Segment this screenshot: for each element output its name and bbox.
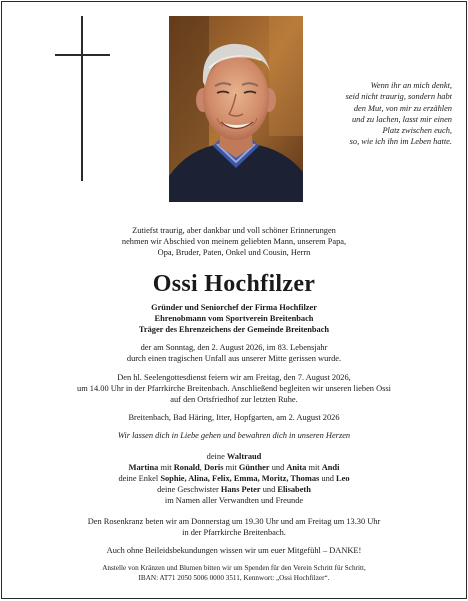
poem-line: den Mut, von mir zu erzählen xyxy=(353,103,452,113)
death-line: der am Sonntag, den 2. August 2026, im 83. Lebensjahr xyxy=(140,343,328,353)
rosary-line: Den Rosenkranz beten wir am Donnerstag um 19.30 Uhr und am Freitag um 13.30 Uhr xyxy=(87,516,381,526)
rosary-line: in der Pfarrkirche Breitenbach. xyxy=(182,527,286,537)
title-line: Träger des Ehrenzeichens der Gemeinde Breitenbach xyxy=(138,325,330,335)
family-relatives: im Namen aller Verwandten und Freunde xyxy=(164,496,304,506)
family-children: Martina mit Ronald, Doris mit Günther und Anita mit Andi xyxy=(128,462,340,472)
poem-line: Wenn ihr an mich denkt, xyxy=(370,81,452,90)
death-line: durch einen tragischen Unfall aus unserer Mitte gerissen wurde. xyxy=(126,354,342,364)
poem-line: so, wie ich ihn im Leben hatte. xyxy=(349,137,452,147)
funeral-line: um 14.00 Uhr in der Pfarrkirche Breitenbach. Anschließend begleiten wir unseren lieben Ossi xyxy=(77,383,391,393)
intro-line: nehmen wir Abschied von meinem geliebten Mann, unserem Papa, xyxy=(121,237,347,247)
memorial-poem xyxy=(302,80,452,148)
motto: Wir lassen dich in Liebe gehen und bewahren dich in unseren Herzen xyxy=(117,431,351,441)
condolence-note: Auch ohne Beileidsbekundungen wissen wir um euer Mitgefühl – DANKE! xyxy=(106,546,362,556)
obituary-text xyxy=(2,225,466,583)
poem-line: Platz zwischen euch, xyxy=(382,126,452,136)
portrait-photo xyxy=(169,16,303,202)
place-date: Breitenbach, Bad Häring, Itter, Hopfgarten, am 2. August 2026 xyxy=(128,413,340,423)
funeral-line: Den hl. Seelengottesdienst feiern wir am Freitag, den 7. August 2026, xyxy=(117,372,351,382)
obituary-notice xyxy=(1,1,467,599)
poem-line: seid nicht traurig, sondern habt xyxy=(345,92,452,102)
family-wife: deine Waltraud xyxy=(206,451,262,461)
donation-line: IBAN: AT71 2050 5006 0000 3511, Kennwort: „Ossi Hochfilzer“. xyxy=(138,574,330,583)
title-line: Gründer und Seniorchef der Firma Hochfilzer xyxy=(151,302,317,312)
intro-line: Opa, Bruder, Paten, Onkel und Cousin, Herrn xyxy=(157,248,311,258)
family-siblings: deine Geschwister Hans Peter und Elisabeth xyxy=(157,485,311,495)
title-line: Ehrenobmann vom Sportverein Breitenbach xyxy=(154,313,314,323)
cross-horizontal-bar xyxy=(55,54,110,56)
cross-vertical-bar xyxy=(81,16,83,181)
intro-line: Zutiefst traurig, aber dankbar und voll schöner Erinnerungen xyxy=(132,226,336,235)
family-grandchildren: deine Enkel Sophie, Alina, Felix, Emma, Moritz, Thomas und Leo xyxy=(118,474,350,484)
donation-line: Anstelle von Kränzen und Blumen bitten wir um Spenden für den Verein Schritt für Schritt, xyxy=(102,564,366,573)
poem-line: und zu lachen, lasst mir einen xyxy=(351,114,452,124)
deceased-name: Ossi Hochfilzer xyxy=(152,270,316,297)
funeral-line: auf den Ortsfriedhof zur letzten Ruhe. xyxy=(170,395,298,405)
